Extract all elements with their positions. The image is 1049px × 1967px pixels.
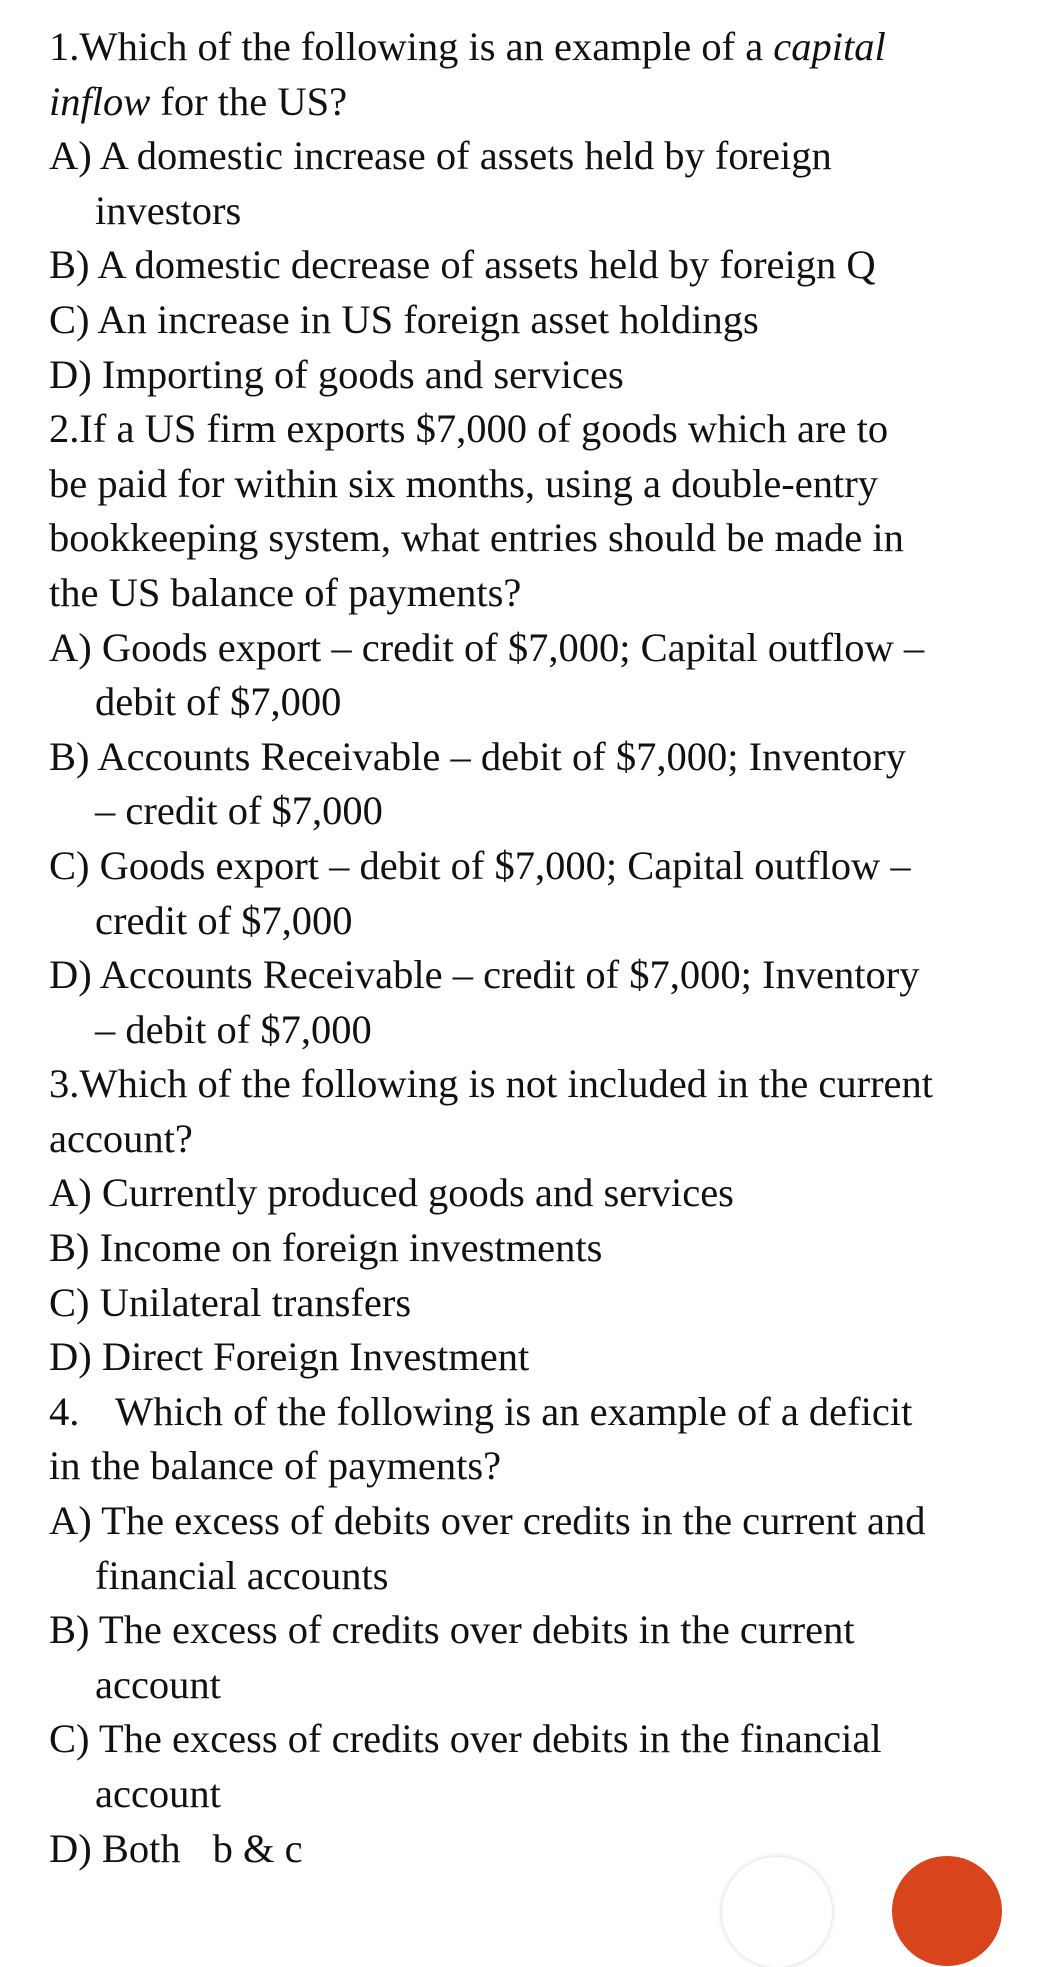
stem-text: in the balance of payments? bbox=[49, 1443, 502, 1489]
stem-text: 3.Which of the following is not included in the current bbox=[49, 1061, 934, 1107]
question-stem-line bbox=[49, 511, 1009, 566]
floating-circle-button[interactable] bbox=[722, 1857, 832, 1967]
stem-text: for the US? bbox=[150, 78, 348, 124]
answer-option bbox=[49, 1166, 1009, 1221]
question-stem-line bbox=[49, 20, 1009, 75]
option-text: C) The excess of credits over debits in the financial bbox=[49, 1716, 882, 1762]
answer-option bbox=[49, 1712, 1009, 1821]
option-text: B) Income on foreign investments bbox=[49, 1225, 603, 1271]
stem-text: Which of the following is an example of a deficit bbox=[115, 1388, 913, 1434]
question-1 bbox=[49, 20, 1009, 402]
answer-option bbox=[49, 129, 1009, 238]
italic-term: inflow bbox=[49, 78, 151, 124]
option-text: C) An increase in US foreign asset holdings bbox=[49, 296, 759, 342]
answer-option bbox=[49, 621, 1009, 730]
answer-option bbox=[49, 1276, 1009, 1331]
option-continuation: financial accounts bbox=[95, 1552, 389, 1598]
option-text: B) Accounts Receivable – debit of $7,000; Inventory bbox=[49, 733, 907, 779]
option-text: D) Both bbox=[49, 1825, 181, 1871]
stem-text: 2.If a US firm exports $7,000 of goods which are to bbox=[49, 406, 889, 452]
question-stem-line bbox=[49, 457, 1009, 512]
quiz-document bbox=[49, 20, 1009, 1876]
answer-option bbox=[49, 1822, 1009, 1877]
floating-action-button[interactable] bbox=[892, 1856, 1002, 1966]
question-4 bbox=[49, 1385, 1009, 1876]
question-stem-line bbox=[49, 566, 1009, 621]
question-2 bbox=[49, 402, 1009, 1057]
answer-option bbox=[49, 948, 1009, 1057]
italic-term: capital bbox=[773, 24, 886, 69]
question-3 bbox=[49, 1057, 1009, 1385]
option-text: D) Accounts Receivable – credit of $7,000; Inventory bbox=[49, 952, 920, 998]
option-text: A) The excess of debits over credits in the current and bbox=[49, 1498, 926, 1544]
answer-option bbox=[49, 1221, 1009, 1276]
answer-option bbox=[49, 1603, 1009, 1712]
option-continuation: investors bbox=[95, 187, 242, 233]
answer-option bbox=[49, 238, 1009, 293]
option-continuation: debit of $7,000 bbox=[95, 679, 342, 725]
option-continuation: – credit of $7,000 bbox=[95, 788, 383, 834]
option-continuation: credit of $7,000 bbox=[95, 897, 353, 943]
question-stem-line bbox=[49, 402, 1009, 457]
option-continuation: – debit of $7,000 bbox=[95, 1006, 372, 1052]
answer-option bbox=[49, 1494, 1009, 1603]
stem-text: 1.Which of the following is an example of a bbox=[49, 24, 774, 69]
option-text: A) Goods export – credit of $7,000; Capital outflow – bbox=[49, 624, 925, 670]
stem-text: the US balance of payments? bbox=[49, 569, 522, 615]
option-text: B) A domestic decrease of assets held by foreign Q bbox=[49, 242, 876, 288]
question-stem-line bbox=[49, 1112, 1009, 1167]
answer-option bbox=[49, 839, 1009, 948]
option-text: D) Importing of goods and services bbox=[49, 351, 624, 397]
stem-text: account? bbox=[49, 1115, 193, 1161]
answer-option bbox=[49, 1330, 1009, 1385]
answer-option bbox=[49, 293, 1009, 348]
question-stem-line bbox=[49, 1439, 1009, 1494]
question-stem-line bbox=[49, 1057, 1009, 1112]
option-text: C) Goods export – debit of $7,000; Capital outflow – bbox=[49, 842, 911, 888]
option-text: B) The excess of credits over debits in the current bbox=[49, 1607, 855, 1653]
option-text: A) Currently produced goods and services bbox=[49, 1170, 734, 1216]
option-continuation: account bbox=[95, 1771, 221, 1816]
answer-option bbox=[49, 348, 1009, 403]
option-continuation: account bbox=[95, 1661, 221, 1707]
option-text: D) Direct Foreign Investment bbox=[49, 1334, 530, 1380]
stem-text: 4. bbox=[49, 1388, 80, 1434]
question-stem-line bbox=[49, 1385, 1009, 1440]
stem-text: be paid for within six months, using a double-entry bbox=[49, 460, 879, 506]
question-stem-line bbox=[49, 75, 1009, 130]
option-text: A) A domestic increase of assets held by foreign bbox=[49, 133, 832, 179]
option-text: b & c bbox=[212, 1825, 303, 1871]
answer-option bbox=[49, 730, 1009, 839]
stem-text: bookkeeping system, what entries should be made in bbox=[49, 515, 904, 561]
option-text: C) Unilateral transfers bbox=[49, 1279, 412, 1325]
